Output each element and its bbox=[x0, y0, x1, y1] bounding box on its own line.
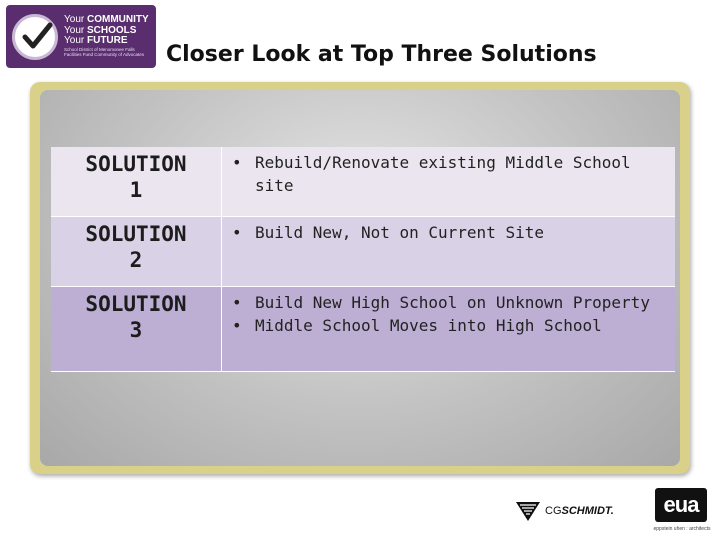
community-schools-logo bbox=[6, 5, 156, 68]
solution-3-label-word: SOLUTION bbox=[85, 292, 187, 316]
logo-line-future: Your FUTURE bbox=[64, 35, 128, 47]
solution-2-label-word: SOLUTION bbox=[85, 222, 187, 246]
solution-row-2 bbox=[51, 217, 675, 287]
solution-1-bullets bbox=[222, 147, 676, 217]
eua-tagline: eppstein uhen : architects bbox=[653, 526, 711, 532]
solution-3-label-number: 3 bbox=[129, 318, 143, 343]
solution-row-3 bbox=[51, 287, 675, 372]
solutions-table bbox=[51, 147, 675, 372]
solution-2-label bbox=[51, 217, 222, 287]
solution-3-bullets bbox=[222, 287, 676, 372]
solution-3-label bbox=[51, 287, 222, 372]
cg-schmidt-logo bbox=[515, 500, 614, 522]
solution-2-bullet-1: • Build New, Not on Current Site bbox=[228, 221, 667, 244]
cg-schmidt-emblem-icon bbox=[515, 500, 541, 522]
solution-row-1 bbox=[51, 147, 675, 217]
slide-title: Closer Look at Top Three Solutions bbox=[166, 42, 597, 67]
eua-logo: eua bbox=[655, 488, 707, 522]
cg-schmidt-wordmark: CGSCHMIDT. bbox=[545, 505, 614, 517]
solution-3-bullet-2: • Middle School Moves into High School bbox=[228, 314, 667, 337]
solution-3-bullet-1: • Build New High School on Unknown Property bbox=[228, 291, 667, 314]
logo-small-line-1: School District of Menomonee Falls bbox=[64, 46, 135, 52]
solution-2-label-number: 2 bbox=[129, 248, 143, 273]
solution-1-bullet-1: • Rebuild/Renovate existing Middle School site bbox=[228, 151, 667, 197]
logo-line-schools: Your SCHOOLS bbox=[64, 24, 137, 36]
solution-1-label bbox=[51, 147, 222, 217]
solution-2-bullets bbox=[222, 217, 676, 287]
logo-line-community: Your COMMUNITY bbox=[64, 14, 149, 26]
checkmark-icon bbox=[12, 14, 58, 60]
logo-text bbox=[64, 15, 149, 58]
solution-1-label-number: 1 bbox=[129, 178, 143, 203]
solution-1-label-word: SOLUTION bbox=[85, 152, 187, 176]
logo-small-line-2: Facilities Fund Community of Advocates bbox=[64, 52, 145, 58]
